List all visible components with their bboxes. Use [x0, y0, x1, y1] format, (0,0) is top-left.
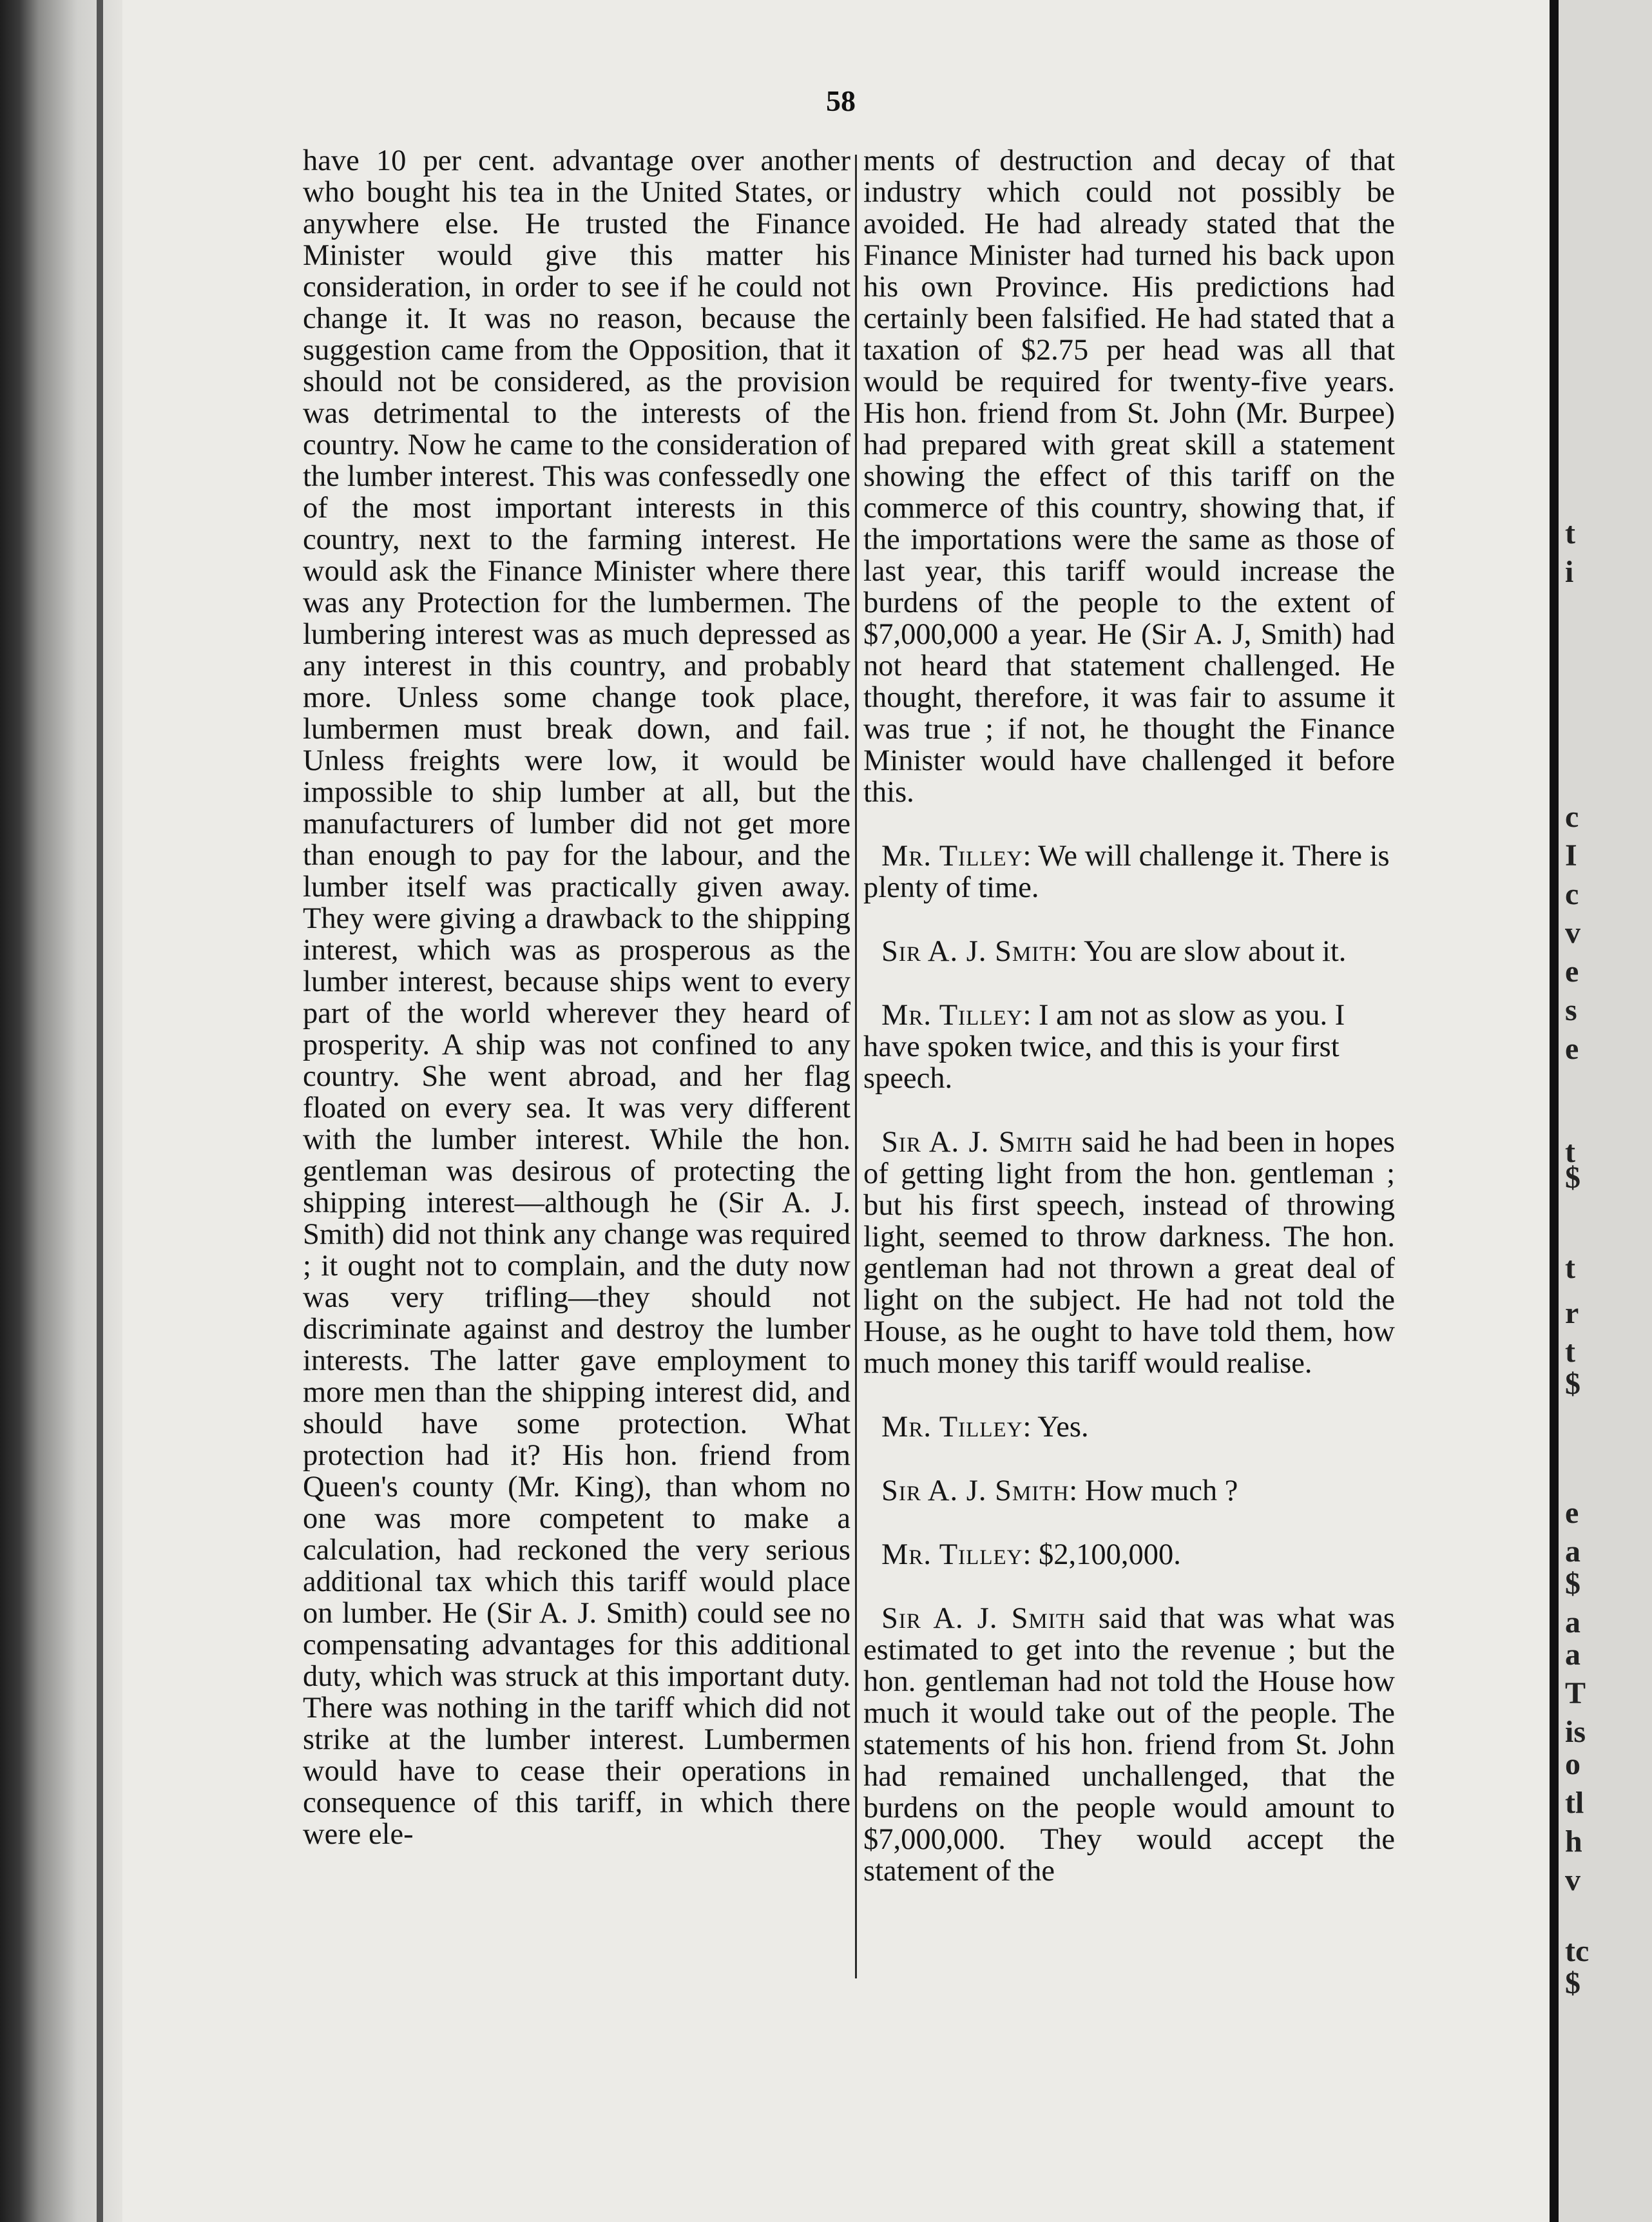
adjacent-page-fragment: tl [1565, 1786, 1584, 1820]
speech-text: : We will challenge it. There is plenty of time. [863, 840, 1390, 904]
adjacent-page-fragment: $ [1565, 1567, 1580, 1601]
adjacent-page-fragment: is [1565, 1715, 1586, 1749]
adjacent-page-fragment: e [1565, 1032, 1579, 1066]
speech-sir-aj-smith-4 [863, 1603, 1395, 1887]
adjacent-page-fragment: c [1565, 800, 1579, 834]
adjacent-page-fragment: $ [1565, 1367, 1580, 1401]
adjacent-page-fragment: o [1565, 1747, 1580, 1781]
adjacent-page-fragment: r [1565, 1296, 1579, 1330]
right-column-continuation: ments of destruction and decay of that industry which could not possibly be avoided. He had already stated that the Finance Minister had turned his back upon his own Province. His predictions had certainly been falsified. He had stated that a taxation of $2.75 per head was all that would be required for twenty-five years. His hon. friend from St. John (Mr. Burpee) had prepared with great skill a statement showing the effect of this tariff on the commerce of this country, showing that, if the importations were the same as those of last year, this tariff would increase the burdens of the people to the extent of $7,000,000 a year. He (Sir A. J, Smith) had not heard that statement challenged. He thought, therefore, it was fair to assume it was true ; if not, he thought the Finance Minister would have challenged it before this. [863, 144, 1395, 809]
book-binding-shadow [0, 0, 122, 2222]
adjacent-page-fragment: t [1565, 516, 1575, 550]
left-column-paragraph: have 10 per cent. advantage over another who bought his tea in the United States, or anywhere else. He trusted the Finance Minister would give this matter his consideration, in order to see if he could not change it. It was no reason, because the suggestion came from the Opposition, that it should not be considered, as the provision was detrimental to the interests of the country. Now he came to the consideration of the lumber interest. This was confessedly one of the most important interests in this country, next to the farming interest. He would ask the Finance Minister where there was any Protection for the lumbermen. The lumbering interest was as much depressed as any interest in this country, and probably more. Unless some change took place, lumbermen must break down, and fail. Unless freights were low, it would be impossible to ship lumber at all, but the manufacturers of lumber did not get more than enough to pay for the labour, and the lumber itself was practically given away. They were giving a drawback to the shipping interest, which was as prosperous as the lumber interest, because ships went to every part of the world wherever they heard of prosperity. A ship was not confined to any country. She went abroad, and her flag floated on every sea. It was very different with the lumber interest. While the hon. gentleman was desirous of protecting the shipping interest—although he (Sir A. J. Smith) did not think any change was required ; it ought not to complain, and the duty now was very trifling—they should not discriminate against and destroy the lumber interests. The latter gave employment to more men than the shipping interest did, and should have some protection. What protection had it? His hon. friend from Queen's county (Mr. King), than whom no one was more competent to make a calculation, had reckoned the very serious additional tax which this tariff would place on lumber. He (Sir A. J. Smith) could see no compensating advantages for this additional duty, which was struck at this important duty. There was nothing in the tariff which did not strike at the lumber interest. Lumbermen would have to cease their operations in consequence of this tariff, in which there were ele- [303, 144, 850, 1851]
speaker-name: Mr. Tilley [881, 1411, 1023, 1444]
adjacent-page-edge [1550, 0, 1652, 2222]
adjacent-page-fragment: s [1565, 993, 1577, 1027]
speech-text: : You are slow about it. [1069, 935, 1347, 968]
speech-sir-aj-smith-3 [863, 1475, 1395, 1507]
adjacent-page-fragment: t [1565, 1251, 1575, 1285]
speech-text: : I am not as slow as you. I have spoken twice, and this is your first speech. [863, 999, 1345, 1095]
adjacent-page-fragment: h [1565, 1824, 1582, 1859]
adjacent-page-fragment: v [1565, 1863, 1580, 1897]
adjacent-page-fragment: tc [1565, 1934, 1590, 1968]
adjacent-page-fragment: e [1565, 1496, 1579, 1530]
left-column [303, 145, 850, 1882]
adjacent-page-fragment: $ [1565, 1966, 1580, 2000]
speech-sir-aj-smith-1 [863, 936, 1395, 967]
adjacent-page-fragment: e [1565, 954, 1579, 989]
page-number: 58 [826, 84, 856, 117]
adjacent-page-fragment: a [1565, 1605, 1580, 1639]
speaker-name: Mr. Tilley [881, 1538, 1023, 1571]
column-divider [855, 155, 857, 1978]
adjacent-page-fragment: i [1565, 555, 1574, 589]
adjacent-page-fragment: t [1565, 1335, 1575, 1369]
speech-mr-tilley-3 [863, 1411, 1395, 1443]
adjacent-page-fragment: t [1565, 1135, 1575, 1169]
adjacent-page-fragment: c [1565, 877, 1579, 911]
binding-edge [97, 0, 103, 2222]
adjacent-page-fragment: a [1565, 1638, 1580, 1672]
adjacent-page-fragment: v [1565, 916, 1580, 950]
speaker-name: Sir A. J. Smith [881, 935, 1070, 968]
right-column [863, 145, 1395, 1919]
adjacent-page-fragment: T [1565, 1676, 1586, 1710]
speech-text: : How much ? [1069, 1474, 1238, 1507]
speaker-name: Sir A. J. Smith [881, 1602, 1086, 1635]
speaker-name: Sir A. J. Smith [881, 1474, 1070, 1507]
speech-mr-tilley-4 [863, 1539, 1395, 1570]
adjacent-page-fragment: I [1565, 838, 1577, 873]
speech-mr-tilley-1 [863, 840, 1395, 903]
speech-text: : Yes. [1023, 1411, 1089, 1444]
speech-text: : $2,100,000. [1023, 1538, 1181, 1571]
adjacent-page-fragment: $ [1565, 1161, 1580, 1195]
speech-text: said he had been in hopes of getting light from the hon. gentleman ; but his first speech, instead of throwing light, seemed to throw darkness. The hon. gentleman had not thrown a great deal of light on the subject. He had not told the House, as he ought to have told them, how much money this tariff would realise. [863, 1126, 1395, 1380]
speech-text: said that was what was estimated to get into the revenue ; but the hon. gentleman had not told the House how much it would take out of the people. The statements of his hon. friend from St. John had remained unchallenged, that the burdens on the people would amount to $7,000,000. They would accept the statement of the [863, 1602, 1396, 1888]
speech-mr-tilley-2 [863, 1000, 1395, 1094]
speaker-name: Mr. Tilley [881, 840, 1023, 873]
adjacent-page-fragment: a [1565, 1534, 1580, 1569]
speech-sir-aj-smith-2 [863, 1126, 1395, 1379]
speaker-name: Mr. Tilley [881, 999, 1023, 1032]
speaker-name: Sir A. J. Smith [881, 1126, 1073, 1159]
